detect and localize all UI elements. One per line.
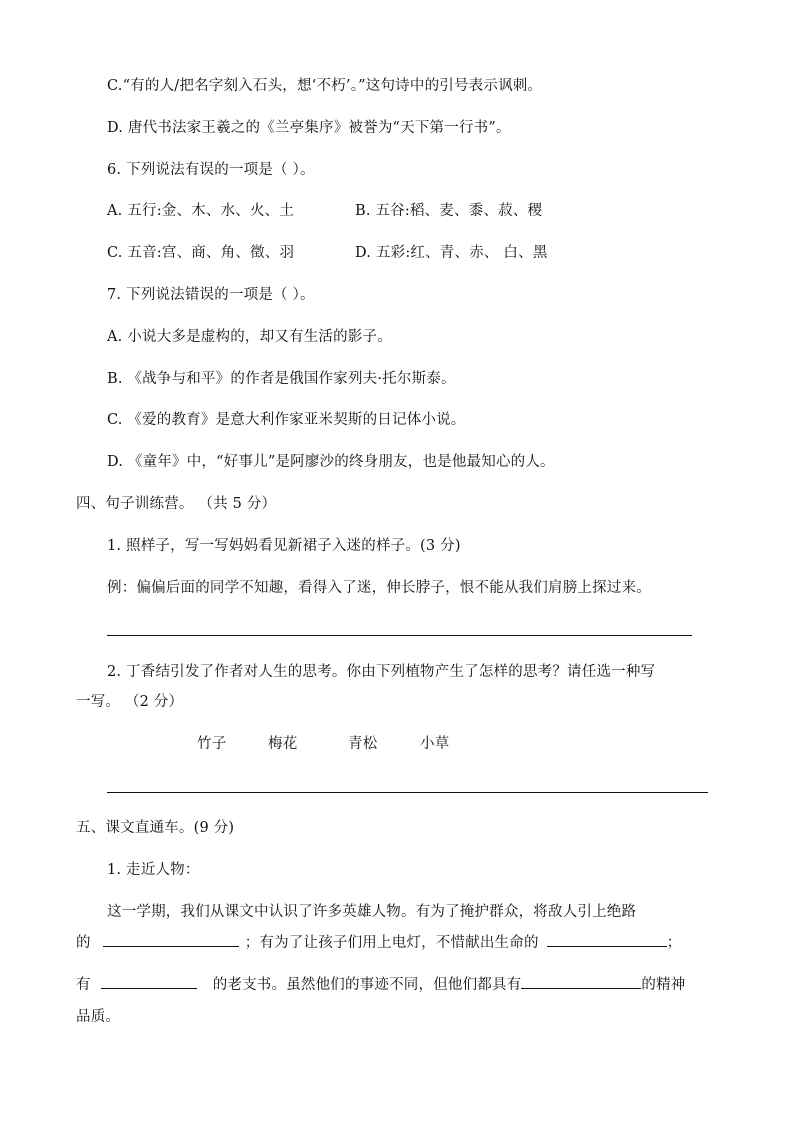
section5-title: 五、课文直通车。(9 分) <box>76 820 235 836</box>
q7-option-d: D. 《童年》中，“好事儿”是阿廖沙的终身朋友，也是他最知心的人。 <box>107 454 555 470</box>
plant-plum: 梅花 <box>268 736 298 752</box>
q6-option-a: A. 五行:金、木、水、火、土 <box>107 203 295 219</box>
section5-paragraph-line1: 这一学期，我们从课文中认识了许多英雄人物。有为了掩护群众，将敌人引上绝路 <box>107 904 637 920</box>
fill-blank-1[interactable] <box>103 932 239 947</box>
fill-blank-4[interactable] <box>521 974 641 989</box>
answer-line-q1[interactable] <box>107 635 692 636</box>
section4-title: 四、句子训练营。 （共 5 分） <box>76 496 277 512</box>
q6-option-c: C. 五音:宫、商、角、徵、羽 <box>107 245 295 261</box>
section4-q2-line2: 一写。 （2 分） <box>76 694 184 710</box>
text-you: 有 <box>76 977 91 993</box>
plant-bamboo: 竹子 <box>197 736 227 752</box>
q7-option-a: A. 小说大多是虚构的，却又有生活的影子。 <box>107 329 392 345</box>
section5-paragraph-line3 <box>76 974 686 995</box>
q7-option-b: B. 《战争与和平》的作者是俄国作家列夫·托尔斯泰。 <box>107 371 456 387</box>
section5-q1: 1. 走近人物： <box>107 862 200 878</box>
section4-q2-line1: 2. 丁香结引发了作者对人生的思考。你由下列植物产生了怎样的思考？请任选一种写 <box>107 664 656 680</box>
text-electric-light: ；有为了让孩子们用上电灯，不惜献出生命的 <box>244 935 539 951</box>
text-spirit: 的精神 <box>641 977 686 993</box>
q5-option-d: D. 唐代书法家王羲之的《兰亭集序》被誉为“天下第一行书”。 <box>107 120 511 136</box>
section5-paragraph-line2 <box>76 932 681 953</box>
section4-example: 例：偏偏后面的同学不知趣，看得入了迷，伸长脖子，恨不能从我们肩膀上探过来。 <box>107 580 651 596</box>
q6-stem: 6. 下列说法有误的一项是（ ）。 <box>107 162 315 178</box>
text-de: 的 <box>76 935 91 951</box>
plant-pine: 青松 <box>348 736 378 752</box>
answer-line-q2[interactable] <box>107 792 708 793</box>
text-old-secretary: 的老支书。虽然他们的事迹不同，但他们都具有 <box>212 977 522 993</box>
plant-grass: 小草 <box>420 736 450 752</box>
section4-q1: 1. 照样子，写一写妈妈看见新裙子入迷的样子。(3 分) <box>107 538 461 554</box>
section5-paragraph-line4: 品质。 <box>76 1009 121 1025</box>
fill-blank-2[interactable] <box>547 932 667 947</box>
fill-blank-3[interactable] <box>101 974 197 989</box>
q6-option-d: D. 五彩:红、青、赤、 白、黑 <box>355 245 548 261</box>
q6-option-b: B. 五谷:稻、麦、黍、菽、稷 <box>355 203 543 219</box>
text-semicolon: ； <box>666 935 682 951</box>
q7-stem: 7. 下列说法错误的一项是（ ）。 <box>107 287 315 303</box>
q5-option-c: C.“有的人/把名字刻入石头，想‘不朽’。”这句诗中的引号表示讽刺。 <box>107 78 543 94</box>
q7-option-c: C. 《爱的教育》是意大利作家亚米契斯的日记体小说。 <box>107 412 466 428</box>
